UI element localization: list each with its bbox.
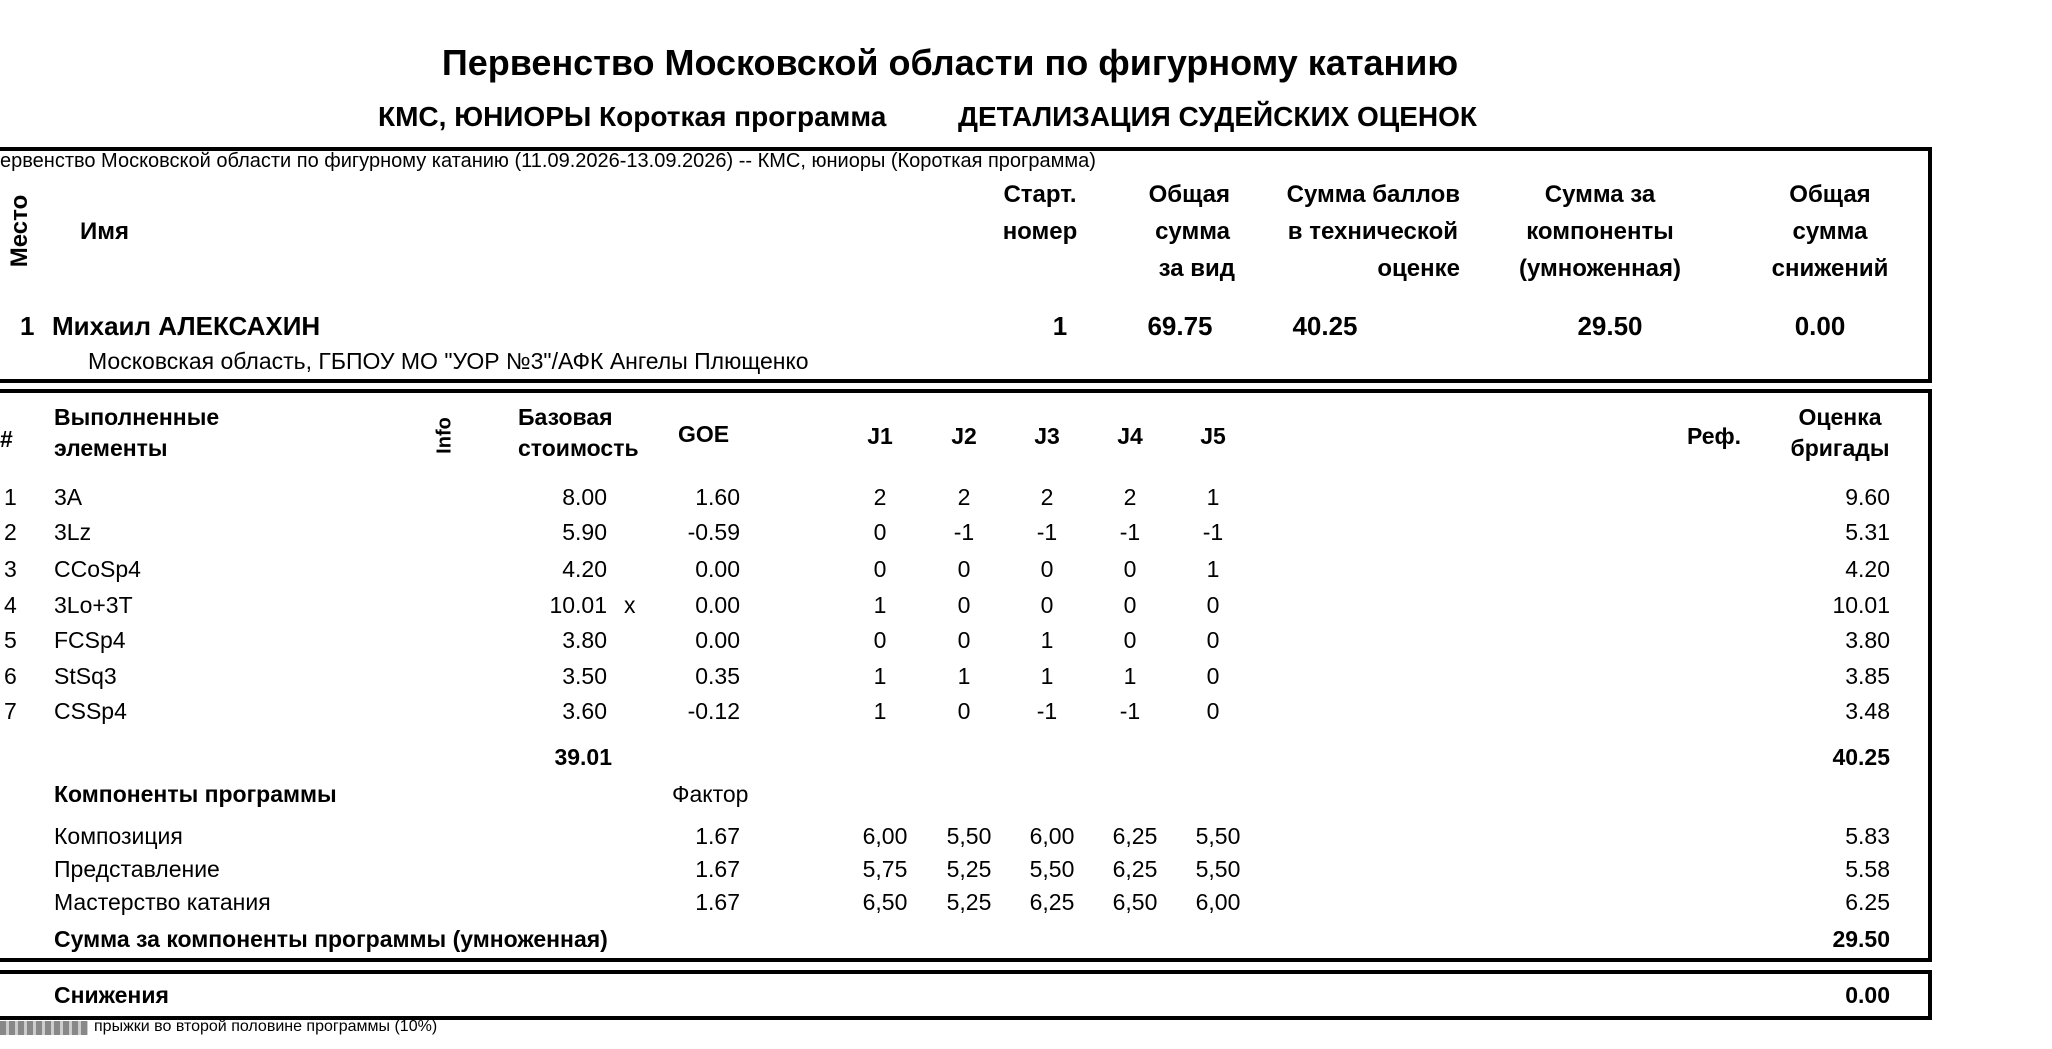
- component-score: 5.58: [1845, 856, 1890, 882]
- header-name: Имя: [80, 218, 130, 245]
- element-goe: 0.35: [695, 663, 740, 689]
- element-judge-score: 0: [1123, 556, 1137, 582]
- components-title: Компоненты программы: [54, 781, 337, 807]
- header-info: Info: [433, 417, 456, 454]
- skater-start-number: 1: [1052, 311, 1068, 341]
- deductions-label: Снижения: [54, 982, 169, 1008]
- component-factor: 1.67: [695, 889, 740, 915]
- element-panel-score: 3.85: [1845, 663, 1890, 689]
- component-judge-score: 6,50: [862, 889, 908, 915]
- element-num: 1: [4, 484, 17, 510]
- component-judge-score: 6,25: [1029, 889, 1075, 915]
- element-num: 6: [4, 663, 17, 689]
- element-judge-score: 1: [873, 698, 887, 724]
- skater-name: Михаил АЛЕКСАХИН: [52, 311, 321, 341]
- header-tes-2: в технической: [1287, 218, 1458, 245]
- header-deductions-3: снижений: [1771, 255, 1889, 282]
- header-pcs-2: компоненты: [1526, 218, 1674, 245]
- element-panel-score: 3.80: [1845, 627, 1890, 653]
- header-total-1: Общая: [1148, 181, 1230, 208]
- element-judge-score: 0: [1123, 592, 1137, 618]
- component-judge-score: 6,25: [1112, 856, 1158, 882]
- element-name: CSSp4: [54, 698, 127, 724]
- element-name: 3Lo+3T: [54, 592, 133, 618]
- components-total-label: Сумма за компоненты программы (умноженная): [54, 926, 608, 952]
- element-goe: -0.59: [687, 519, 740, 545]
- component-judge-score: 6,50: [1112, 889, 1158, 915]
- header-panel-1: Оценка: [1798, 404, 1882, 430]
- element-panel-score: 3.48: [1845, 698, 1890, 724]
- element-goe: 0.00: [695, 592, 740, 618]
- element-judge-score: -1: [1119, 519, 1141, 545]
- redacted-mark: [0, 1021, 88, 1035]
- header-elements-1: Выполненные: [54, 404, 220, 430]
- skater-pcs: 29.50: [1577, 311, 1643, 341]
- element-judge-score: 0: [1206, 592, 1220, 618]
- elements-total-score: 40.25: [1832, 744, 1890, 770]
- component-name: Представление: [54, 856, 220, 882]
- element-goe: -0.12: [687, 698, 740, 724]
- element-judge-score: 0: [1040, 592, 1054, 618]
- header-base-1: Базовая: [518, 404, 613, 430]
- header-j1: J1: [867, 423, 893, 449]
- element-name: 3Lz: [54, 519, 92, 545]
- header-tes-3: оценке: [1377, 255, 1460, 282]
- element-judge-score: 1: [957, 663, 971, 689]
- header-goe: GOE: [678, 421, 730, 447]
- header-start-1: Старт.: [1003, 181, 1077, 208]
- element-judge-score: 1: [1123, 663, 1137, 689]
- component-judge-score: 5,50: [1195, 856, 1241, 882]
- report-title: Первенство Московской области по фигурному катанию: [441, 42, 1459, 83]
- element-judge-score: 1: [1206, 484, 1220, 510]
- component-name: Композиция: [54, 823, 183, 849]
- element-judge-score: -1: [1202, 519, 1224, 545]
- element-judge-score: 0: [873, 556, 887, 582]
- element-judge-score: 0: [957, 627, 971, 653]
- element-judge-score: 0: [957, 698, 971, 724]
- header-j3: J3: [1034, 423, 1060, 449]
- element-base-value: 10.01: [549, 592, 607, 618]
- element-judge-score: 2: [957, 484, 971, 510]
- element-panel-score: 4.20: [1845, 556, 1890, 582]
- header-total-3: за вид: [1158, 255, 1235, 282]
- element-judge-score: 1: [1040, 663, 1054, 689]
- element-judge-score: 0: [873, 519, 887, 545]
- element-num: 3: [4, 556, 17, 582]
- element-judge-score: 1: [1206, 556, 1220, 582]
- element-judge-score: 2: [1040, 484, 1054, 510]
- element-goe: 0.00: [695, 627, 740, 653]
- element-flag: x: [624, 592, 636, 618]
- element-judge-score: 0: [1206, 698, 1220, 724]
- header-j4: J4: [1117, 423, 1143, 449]
- event-line: ервенство Московской области по фигурному катанию (11.09.2026-13.09.2026) -- КМС, юниоры (Короткая программа): [0, 150, 1096, 172]
- element-panel-score: 5.31: [1845, 519, 1890, 545]
- element-base-value: 5.90: [562, 519, 607, 545]
- component-judge-score: 5,75: [862, 856, 908, 882]
- element-panel-score: 9.60: [1845, 484, 1890, 510]
- element-base-value: 4.20: [562, 556, 607, 582]
- header-pcs-3: (умноженная): [1519, 255, 1681, 282]
- element-judge-score: 2: [873, 484, 887, 510]
- component-judge-score: 5,25: [946, 889, 992, 915]
- element-judge-score: 0: [1123, 627, 1137, 653]
- footnote: прыжки во второй половине программы (10%): [94, 1018, 438, 1035]
- header-tes-1: Сумма баллов: [1286, 181, 1460, 208]
- element-judge-score: -1: [1119, 698, 1141, 724]
- component-judge-score: 5,50: [1195, 823, 1241, 849]
- deductions-box: [0, 970, 1932, 1020]
- element-num: 4: [4, 592, 17, 618]
- element-judge-score: 0: [1040, 556, 1054, 582]
- header-element-num: #: [0, 426, 13, 452]
- header-start-2: номер: [1002, 218, 1078, 245]
- element-goe: 0.00: [695, 556, 740, 582]
- components-factor-label: Фактор: [672, 781, 749, 807]
- header-pcs-1: Сумма за: [1544, 181, 1656, 208]
- skater-deductions: 0.00: [1794, 311, 1846, 341]
- skater-total-score: 69.75: [1147, 311, 1213, 341]
- component-judge-score: 6,00: [1029, 823, 1075, 849]
- header-j5: J5: [1200, 423, 1226, 449]
- element-panel-score: 10.01: [1832, 592, 1890, 618]
- element-judge-score: 1: [873, 592, 887, 618]
- element-name: 3A: [54, 484, 83, 510]
- header-elements-2: элементы: [54, 435, 168, 461]
- element-name: StSq3: [54, 663, 117, 689]
- element-name: CCoSp4: [54, 556, 141, 582]
- component-score: 5.83: [1845, 823, 1890, 849]
- element-base-value: 8.00: [562, 484, 607, 510]
- component-judge-score: 5,50: [946, 823, 992, 849]
- elements-total-base: 39.01: [554, 744, 612, 770]
- component-judge-score: 6,00: [1195, 889, 1241, 915]
- element-num: 2: [4, 519, 17, 545]
- element-goe: 1.60: [695, 484, 740, 510]
- element-judge-score: 0: [957, 592, 971, 618]
- component-judge-score: 6,25: [1112, 823, 1158, 849]
- element-judge-score: 2: [1123, 484, 1137, 510]
- header-deductions-2: сумма: [1792, 218, 1868, 245]
- element-base-value: 3.80: [562, 627, 607, 653]
- report-subtitle-detail: ДЕТАЛИЗАЦИЯ СУДЕЙСКИХ ОЦЕНОК: [958, 101, 1478, 132]
- deductions-value: 0.00: [1845, 982, 1890, 1008]
- element-num: 5: [4, 627, 17, 653]
- element-judge-score: 1: [1040, 627, 1054, 653]
- component-factor: 1.67: [695, 856, 740, 882]
- element-base-value: 3.60: [562, 698, 607, 724]
- element-base-value: 3.50: [562, 663, 607, 689]
- component-judge-score: 5,50: [1029, 856, 1075, 882]
- header-base-2: стоимость: [518, 435, 639, 461]
- header-panel-2: бригады: [1790, 435, 1890, 461]
- header-place: Место: [6, 194, 33, 268]
- skater-tes: 40.25: [1292, 311, 1358, 341]
- component-judge-score: 6,00: [862, 823, 908, 849]
- component-judge-score: 5,25: [946, 856, 992, 882]
- report-subtitle-category: КМС, ЮНИОРЫ Короткая программа: [378, 101, 887, 132]
- element-judge-score: 0: [873, 627, 887, 653]
- component-name: Мастерство катания: [54, 889, 271, 915]
- components-total: 29.50: [1832, 926, 1890, 952]
- element-name: FCSp4: [54, 627, 126, 653]
- skater-club: Московская область, ГБПОУ МО "УОР №3"/АФК Ангелы Плющенко: [88, 348, 809, 374]
- header-ref: Реф.: [1687, 423, 1742, 449]
- skater-place: 1: [20, 311, 35, 341]
- header-deductions-1: Общая: [1789, 181, 1871, 208]
- component-factor: 1.67: [695, 823, 740, 849]
- element-judge-score: -1: [1036, 698, 1058, 724]
- component-score: 6.25: [1845, 889, 1890, 915]
- element-judge-score: -1: [953, 519, 975, 545]
- header-total-2: сумма: [1155, 218, 1230, 245]
- element-judge-score: 1: [873, 663, 887, 689]
- header-j2: J2: [951, 423, 977, 449]
- element-judge-score: -1: [1036, 519, 1058, 545]
- element-judge-score: 0: [1206, 627, 1220, 653]
- element-judge-score: 0: [1206, 663, 1220, 689]
- element-judge-score: 0: [957, 556, 971, 582]
- element-num: 7: [4, 698, 17, 724]
